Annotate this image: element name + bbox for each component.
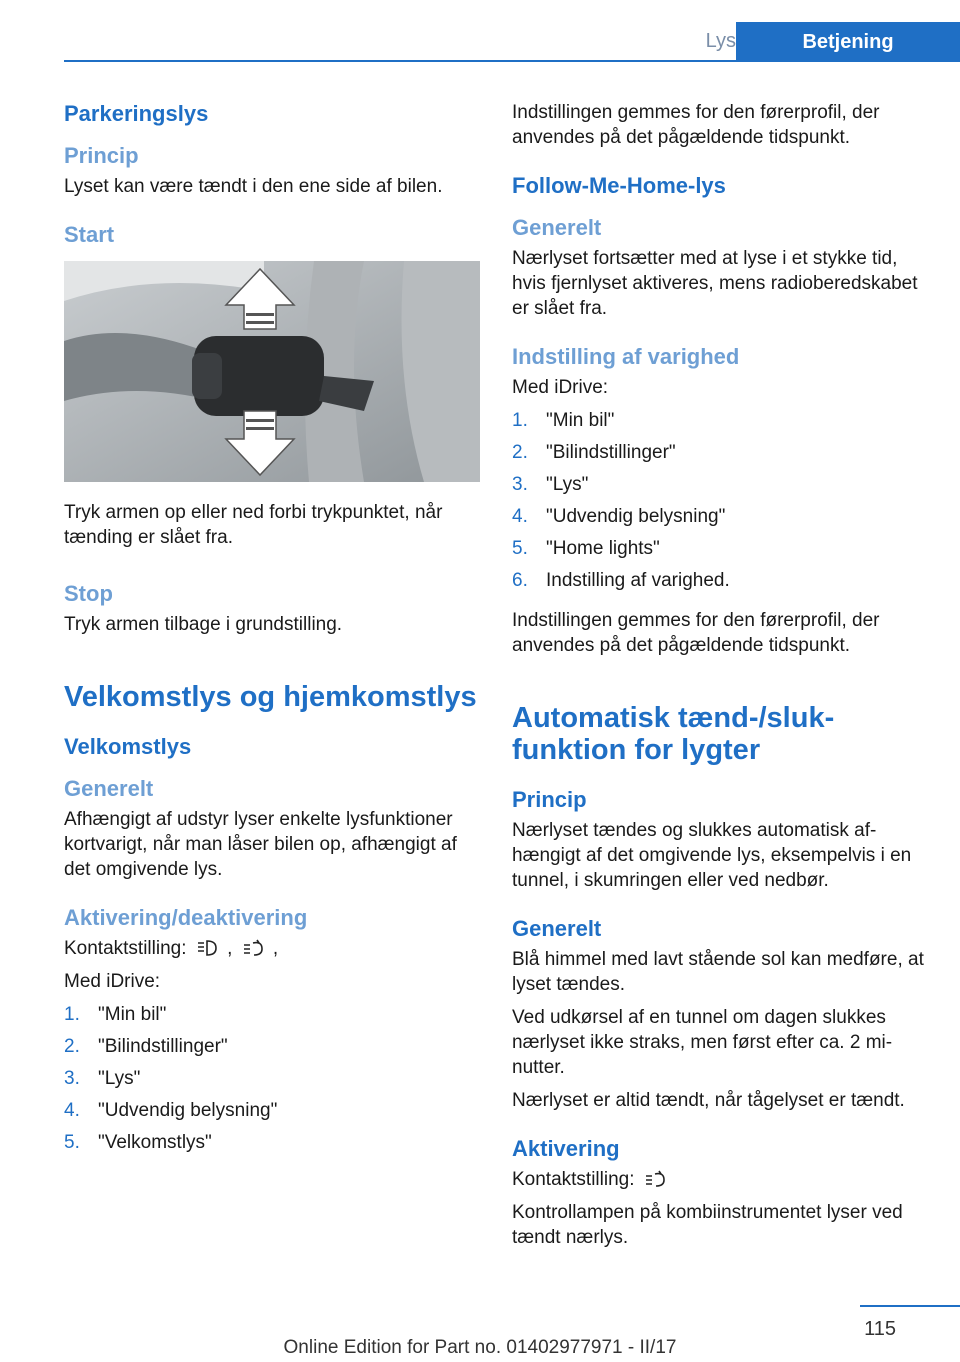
heading-generelt-fmh: Generelt xyxy=(512,215,602,240)
list-item: 5. "Velkomstlys" xyxy=(64,1132,212,1153)
edition-footer: Online Edition for Part no. 01402977971 - II/17 xyxy=(283,1337,677,1358)
generelt-text: Afhængigt af udstyr lyser enkelte lysfunktioner kortvarigt, når man låser bilen op, afhængigt af det omgivende lys. xyxy=(64,809,457,880)
heading-velkomstlys-og-hjemkomstlys: Velkomstlys og hjemkomstlys xyxy=(64,681,477,713)
idrive-label: Med iDrive: xyxy=(64,971,161,992)
stop-text: Tryk armen tilbage i grundstilling. xyxy=(64,614,343,635)
fmh-generelt-text: Nærlyset fortsætter med at lyse i et stykke tid, hvis fjernlyset aktiveres, mens radioberedskabet er slået fra. xyxy=(512,248,918,319)
varighed-steps xyxy=(512,408,930,600)
heading-princip-auto: Princip xyxy=(512,787,587,812)
heading-indstilling-varighed: Indstilling af varighed xyxy=(512,344,740,369)
kontaktstilling-label: Kontaktstilling: xyxy=(64,938,187,959)
ignition-radio-ready-icon xyxy=(196,939,218,957)
auto-princip-text: Nærlyset tændes og slukkes automatisk afhængigt af det omgivende lys, eksempelvis i en tunnel, i skumringen eller ved nedbør. xyxy=(512,820,912,891)
kontrollampe-text: Kontrollampen på kombiinstrumentet lyser ved tændt nærlys. xyxy=(512,1202,903,1248)
heading-follow-me-home: Follow-Me-Home-lys xyxy=(512,173,726,198)
ignition-on-icon xyxy=(644,1170,666,1188)
list-item: 4. "Udvendig belysning" xyxy=(512,506,726,527)
heading-generelt-auto: Generelt xyxy=(512,916,602,941)
idrive-label-right: Med iDrive: xyxy=(512,377,609,398)
heading-aktivering-deaktivering: Aktivering/deaktivering xyxy=(64,905,308,930)
heading-aktivering: Aktivering xyxy=(512,1136,620,1161)
heading-velkomstlys: Velkomstlys xyxy=(64,734,192,759)
velkomstlys-steps xyxy=(64,1002,482,1162)
list-item: 4. "Udvendig belysning" xyxy=(64,1100,278,1121)
saved-text: Indstillingen gemmes for den førerprofil, der anvendes på det pågældende tidspunkt. xyxy=(512,102,880,148)
footer-rule xyxy=(860,1305,960,1307)
list-item: 2. "Bilindstillinger" xyxy=(512,442,676,463)
heading-generelt: Generelt xyxy=(64,776,154,801)
left-column xyxy=(64,100,482,1170)
auto-generelt-p2: Ved udkørsel af en tunnel om dagen slukkes nærlyset ikke straks, men først efter ca. 2 minutter. xyxy=(512,1007,893,1078)
chapter-tab: Betjening xyxy=(736,22,960,62)
page-number: 115 xyxy=(864,1318,896,1340)
auto-generelt-p3: Nærlyset er altid tændt, når tågelyset er tændt. xyxy=(512,1090,905,1111)
heading-parkeringslys: Parkeringslys xyxy=(64,101,209,126)
kontaktstilling-line xyxy=(64,936,482,961)
auto-generelt-p1: Blå himmel med lavt stående sol kan medføre, at lyset tændes. xyxy=(512,949,924,995)
stalk-photo xyxy=(64,261,480,482)
kontakt-separator-2: , xyxy=(272,938,279,959)
list-item: 5. "Home lights" xyxy=(512,538,660,559)
saved-text-2: Indstillingen gemmes for den førerprofil, der anvendes på det pågældende tidspunkt. xyxy=(512,610,880,656)
kontakt-separator-1: , xyxy=(227,938,233,959)
section-label: Lys xyxy=(705,30,736,52)
princip-text: Lyset kan være tændt i den ene side af bilen. xyxy=(64,176,443,197)
list-item: 3. "Lys" xyxy=(512,474,589,495)
kontaktstilling-line-right xyxy=(512,1167,930,1192)
page-header xyxy=(0,0,960,62)
list-item: 6. Indstilling af varighed. xyxy=(512,570,730,591)
start-text: Tryk armen op eller ned forbi trykpunktet, når tænding er slået fra. xyxy=(64,502,443,548)
list-item: 2. "Bilindstillinger" xyxy=(64,1036,228,1057)
list-item: 1. "Min bil" xyxy=(512,410,615,431)
heading-princip: Princip xyxy=(64,143,139,168)
right-column xyxy=(512,100,930,1258)
heading-automatisk-taend-sluk: Automatisk tænd-/sluk-funktion for lygter xyxy=(512,702,835,766)
kontaktstilling-label-right: Kontaktstilling: xyxy=(512,1169,635,1190)
list-item: 3. "Lys" xyxy=(64,1068,141,1089)
ignition-on-icon xyxy=(242,939,264,957)
heading-stop: Stop xyxy=(64,581,113,606)
heading-start: Start xyxy=(64,222,115,247)
list-item: 1. "Min bil" xyxy=(64,1004,167,1025)
